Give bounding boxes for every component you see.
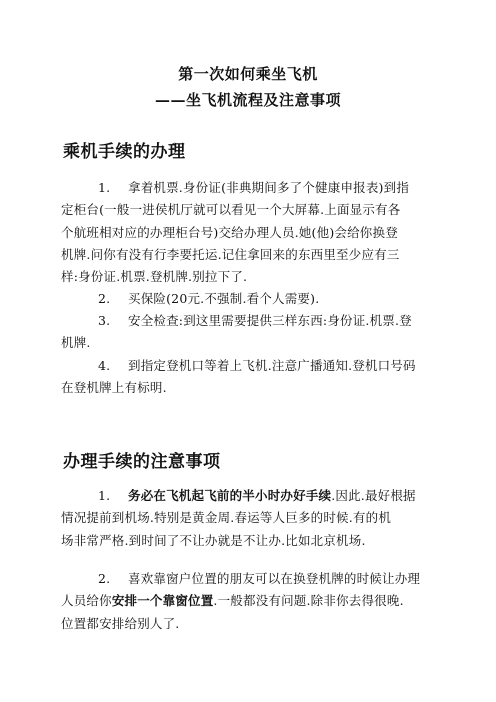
paragraph-line: 人员给你安排一个靠窗位置.一般都没有问题.除非你去得很晚. [61, 593, 404, 609]
list-number: 2. [98, 291, 111, 306]
title-block [0, 62, 496, 112]
emphasis-text: 务必在飞机起飞前的半小时办好手续 [128, 488, 332, 503]
paragraph-line: 机牌. [61, 335, 91, 351]
section-heading-check-in: 乘机手续的办理 [63, 142, 186, 162]
check-in-step-1 [61, 177, 437, 288]
list-number: 2. [98, 571, 111, 586]
list-number: 4. [98, 358, 111, 373]
paragraph-line: 位置都安排给别人了. [61, 615, 180, 631]
list-number: 3. [98, 313, 111, 328]
notes-item-2 [61, 568, 437, 635]
paragraph-line: 1. 务必在飞机起飞前的半小时办好手续.因此.最好根据 [61, 485, 437, 507]
paragraph-line: 样:身份证.机票.登机牌.别拉下了. [61, 269, 248, 285]
paragraph-line: 场非常严格.到时间了不让办就是不让办.比如北京机场. [61, 532, 366, 548]
paragraph-line: 2. 喜欢靠窗户位置的朋友可以在换登机牌的时候让办理 [61, 568, 437, 590]
paragraph-line: 1. 拿着机票.身份证(非典期间多了个健康申报表)到指 [61, 177, 437, 199]
paragraph-line: 情况提前到机场.特别是黄金周.春运等人巨多的时候.有的机 [61, 510, 392, 526]
paragraph-line: 3. 安全检查:到这里需要提供三样东西:身份证.机票.登 [61, 310, 437, 332]
emphasis-text: 安排一个靠窗位置 [111, 593, 214, 609]
document-subtitle: ——坐飞机流程及注意事项 [154, 91, 341, 109]
check-in-step-3 [61, 310, 437, 355]
check-in-step-2 [61, 288, 437, 310]
list-number: 1. [98, 488, 111, 503]
paragraph-line: 在登机牌上有标明. [61, 380, 167, 396]
document-title: 第一次如何乘坐飞机 [178, 65, 318, 83]
paragraph-line: 个航班相对应的办理柜台号)交给办理人员.她(他)会给你换登 [61, 224, 398, 240]
paragraph-line: 机牌.问你有没有行李要托运.记住拿回来的东西里至少应有三 [61, 246, 400, 262]
paragraph-line: 定柜台(一般一进侯机厅就可以看见一个大屏幕.上面显示有各 [61, 202, 401, 218]
list-number: 1. [98, 180, 111, 195]
paragraph-line: 4. 到指定登机口等着上飞机.注意广播通知.登机口号码 [61, 355, 437, 377]
check-in-step-4 [61, 355, 437, 400]
section-heading-notes: 办理手续的注意事项 [63, 452, 221, 472]
paragraph-line: 2. 买保险(20元.不强制.看个人需要). [61, 288, 437, 310]
notes-item-1 [61, 485, 437, 552]
